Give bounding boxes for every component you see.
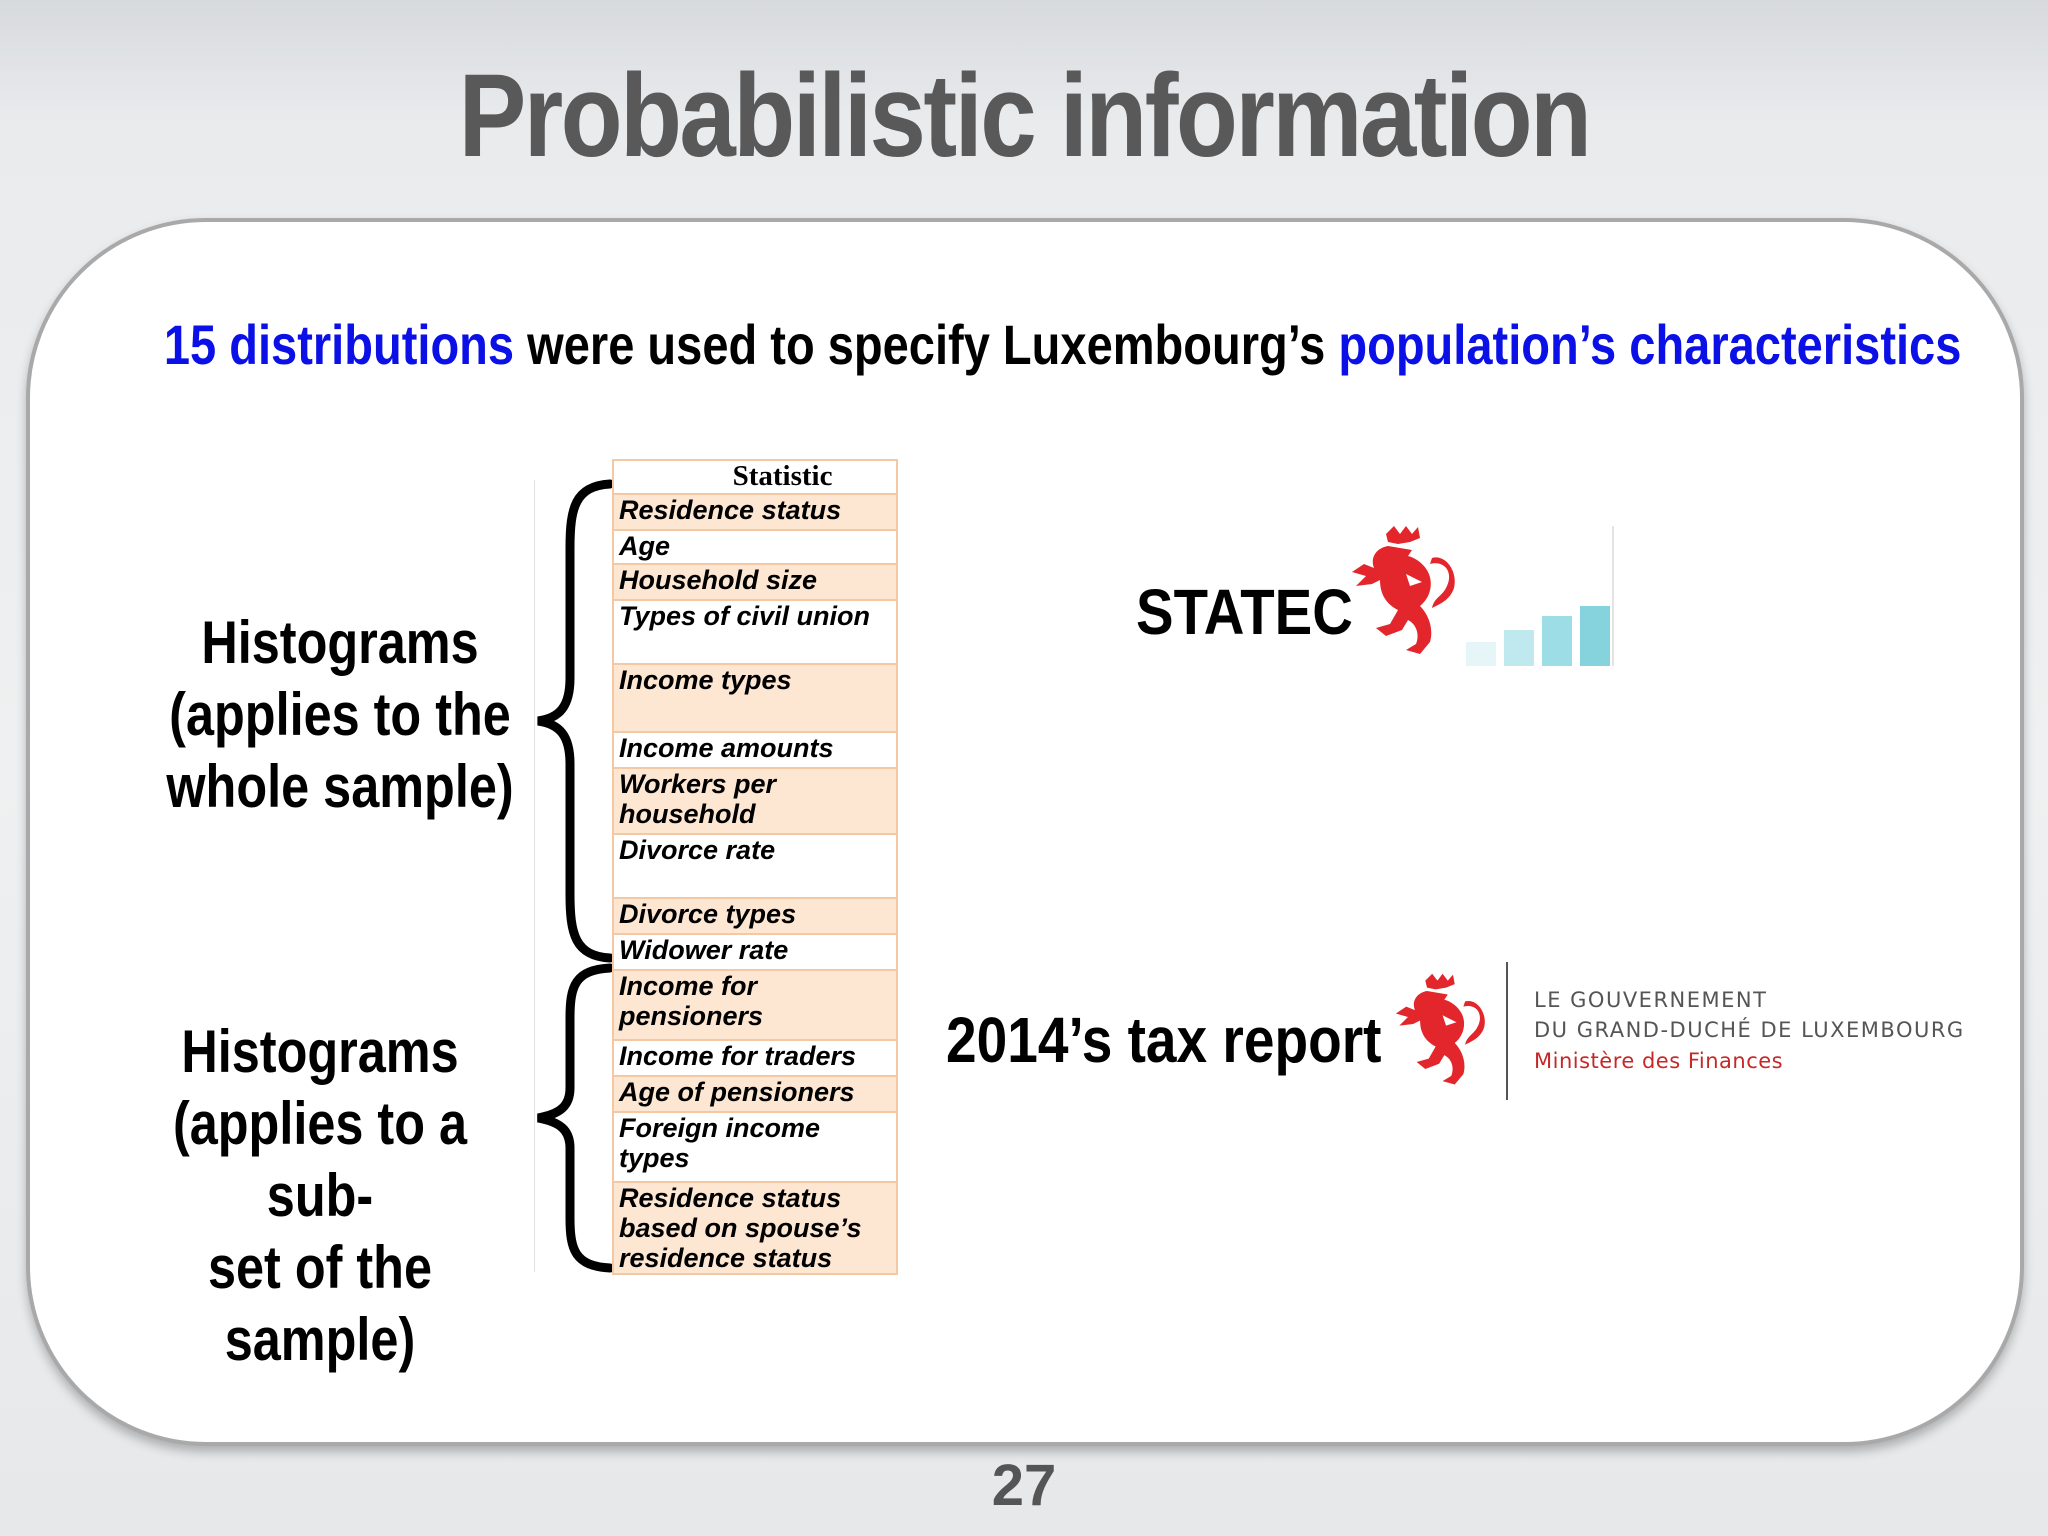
gov-logo-ministry: Ministère des Finances bbox=[1534, 1049, 1784, 1073]
label-subset-line: (applies to a sub- bbox=[172, 1090, 468, 1229]
page-number: 27 bbox=[991, 1453, 1057, 1518]
statec-bar bbox=[1504, 630, 1534, 666]
table-row: Divorce rate bbox=[613, 834, 897, 898]
table-row: Residence status bbox=[613, 494, 897, 530]
gov-logo-line: LE GOUVERNEMENT bbox=[1534, 988, 1768, 1012]
table-row: Age bbox=[613, 530, 897, 564]
statec-bar-logo bbox=[1464, 526, 1614, 666]
statec-bar bbox=[1542, 616, 1572, 666]
intro-middle-text: were used to specify Luxembourg’s bbox=[514, 313, 1339, 376]
table-row: Income for pensioners bbox=[613, 970, 897, 1040]
table-row: Age of pensioners bbox=[613, 1076, 897, 1112]
statec-bar bbox=[1466, 642, 1496, 666]
intro-highlight-distributions: 15 distributions bbox=[163, 313, 515, 376]
table-row: Residence status based on spouse’s residence status bbox=[613, 1182, 897, 1274]
brace-subset-sample bbox=[530, 962, 620, 1274]
label-subset-line: Histograms bbox=[181, 1018, 459, 1085]
table-header-statistic: Statistic bbox=[613, 460, 897, 494]
red-lion-icon bbox=[1346, 524, 1460, 658]
label-whole-line: Histograms bbox=[201, 609, 479, 676]
gov-logo-line: DU GRAND-DUCHÉ DE LUXEMBOURG bbox=[1534, 1018, 1965, 1042]
table-row: Foreign income types bbox=[613, 1112, 897, 1182]
statistic-table bbox=[612, 459, 898, 1275]
label-whole-sample bbox=[164, 607, 517, 823]
gov-logo-divider bbox=[1506, 962, 1508, 1100]
label-whole-line: whole sample) bbox=[166, 753, 514, 820]
label-whole-line: (applies to the bbox=[169, 681, 511, 748]
intro-highlight-characteristics: population’s characteristics bbox=[1338, 313, 1962, 376]
table-row: Income for traders bbox=[613, 1040, 897, 1076]
brace-whole-sample bbox=[530, 478, 620, 964]
label-subset-line: set of the sample) bbox=[207, 1234, 433, 1373]
table-row: Workers per household bbox=[613, 768, 897, 834]
slide-title: Probabilistic information bbox=[458, 50, 1590, 182]
table-row: Widower rate bbox=[613, 934, 897, 970]
tax-report-label: 2014’s tax report bbox=[946, 1004, 1382, 1076]
table-row: Income amounts bbox=[613, 732, 897, 768]
statec-bar-edge bbox=[1612, 526, 1614, 666]
statec-bar bbox=[1580, 606, 1610, 666]
label-subset-sample bbox=[127, 1016, 513, 1376]
red-lion-icon bbox=[1390, 972, 1490, 1088]
intro-sentence bbox=[163, 312, 1962, 377]
table-row: Income types bbox=[613, 664, 897, 732]
table-row: Types of civil union bbox=[613, 600, 897, 664]
table-row: Divorce types bbox=[613, 898, 897, 934]
statec-wordmark: STATEC bbox=[1136, 576, 1353, 648]
table-row: Household size bbox=[613, 564, 897, 600]
